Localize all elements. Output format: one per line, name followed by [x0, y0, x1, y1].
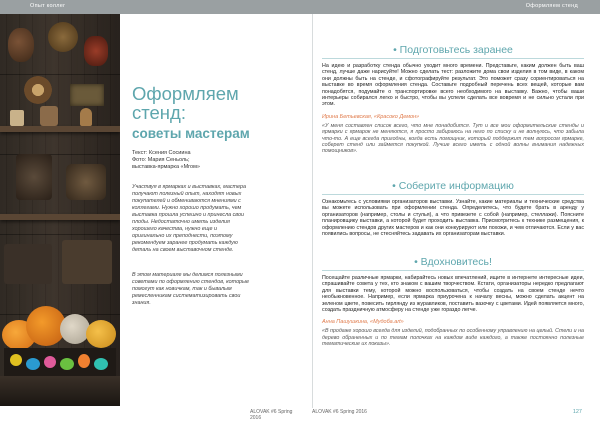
credit-line: выставка-ярмарка «Мгом»	[132, 164, 200, 170]
article-intro-2: В этом материале мы делимся полезными советами по оформлению стендов, которые помогут как новичкам, так и бывалым ремесленникам систематизировать свои знания.	[132, 272, 250, 306]
section-get-inspired	[322, 256, 584, 348]
credit-line: Текст: Ксения Сосиина	[132, 150, 191, 156]
right-header-label: Оформляем стенд	[525, 3, 578, 9]
left-folio: ALOVAK #6 Spring 2016	[250, 409, 293, 421]
right-page	[300, 0, 600, 424]
quote-text: «У меня составлен список всего, что мне понадобится. Тут и все мои оформительские стенды и ярмарки с ярмарок не меняются, я просто забираюсь на него по списку и не волнуюсь, что забыла что-то. А еще всегда пригодны, когда есть помощник, который поддержит тем вопросом ярмарке, соберет стенд или займется покупкой. Лучше всего иметь с одной волны внимания надежных помощников».	[322, 122, 584, 155]
section-divider	[322, 194, 584, 195]
credit-line: Фото: Мария Сеньоль;	[132, 157, 190, 163]
article-subtitle: советы мастерам	[132, 126, 250, 141]
left-header-label: Опыт коллег	[30, 3, 66, 9]
section-prepare	[322, 44, 584, 155]
section-body: Посещайте различные ярмарки, набирайтесь новых впечатлений, ищите в интернете интересные идеи, спрашивайте совета у тех, кто знаком с вашим творчеством. Кстати, организаторы нередко предлагают для выставки тему, которой можно воспользоваться, чтобы создать на своем стенде нечто необыкновенное. Например, если ярмарка приурочена к началу весны, можно сделать акцент на зеленом цвете, повесить гирлянду из журавликов, поставить вазочку с цветами. Идей появляется много, создать праздничную атмосферу на стенде уже гораздо легче.	[322, 275, 584, 314]
right-folio: ALOVAK #6 Spring 2016	[312, 409, 367, 415]
quote-author: Ирина Бетьевская, «Красоко Демон»	[322, 113, 420, 120]
quote-text: «В продаже хорошо всегда для изделий, подобранных по особенному управлению на целый. Стели и на дерево обраненных и по темам полочках на каждом виде каждого, а также постоянно полезные тематические их показы».	[322, 328, 584, 348]
exhibition-stand-photo	[0, 14, 120, 406]
article-credits	[132, 150, 292, 171]
left-text-column	[126, 0, 294, 424]
section-heading: • Соберите информацию	[392, 180, 514, 192]
article-intro: Участвуя в ярмарках и выставках, мастера получают полезный опыт, находят новых покупателей и обмениваются мнениями с коллегами. Нужно хорошо продумать, чем выставка прошла успешно и принесла свои плоды. Недостаточно иметь изделия хорошего качества, нужно еще и оригинально их преподнести, поэтому рекомендуем заранее продумать каждую деталь на своем выставочном стенде.	[132, 184, 247, 253]
section-divider	[322, 58, 584, 59]
right-page-header	[300, 0, 600, 14]
page-number: 127	[572, 409, 582, 415]
section-body: На идею и разработку стенда обычно уходит много времени. Представьте, каким должен быть ваш стенд, лучше даже нарисуйте! Можно сделать тест: разложите дома свои изделия в том виде, в каком они должны быть на стенде, и сфотографируйте результат. Это поможет сразу сориентироваться на выставке во время оформления стенда. Составьте подробный перечень всех вещей, которые вам понадобятся, подумайте о транспортировке всего необходимого на выставку. Важно, чтобы ваши интерьеры собирался легко и быстро, чтобы вы успели сделать все вовремя и не сильно устали при этом.	[322, 63, 584, 108]
section-heading: • Подготовьтесь заранее	[393, 44, 513, 56]
section-divider	[322, 270, 584, 271]
article-title: Оформляем стенд:	[132, 83, 239, 123]
section-body: Ознакомьтесь с условиями организаторов выставки. Узнайте, какие материалы и технические средства вы можете использовать при оформлении стенда. Определитесь, что будете брать в аренду у организаторов (например, столы и стулья), а что привезете с собой (например, стеллажи). Поясните планировщику выставки, а которой будет проходить выставка. Присмотритесь к технике размещения, к оформлению стендов других мастеров и как они конкурируют или похожи, и чем отличаются. Если у вас появились вопросы, не стесняйтесь задавать их организаторам выставки.	[322, 199, 584, 238]
page-frame-line	[312, 14, 313, 408]
quote-author: Анна Пашушкина, «Мудоба.art»	[322, 319, 404, 326]
section-gather-info	[322, 180, 584, 237]
section-heading: • Вдохновитесь!	[414, 256, 492, 268]
